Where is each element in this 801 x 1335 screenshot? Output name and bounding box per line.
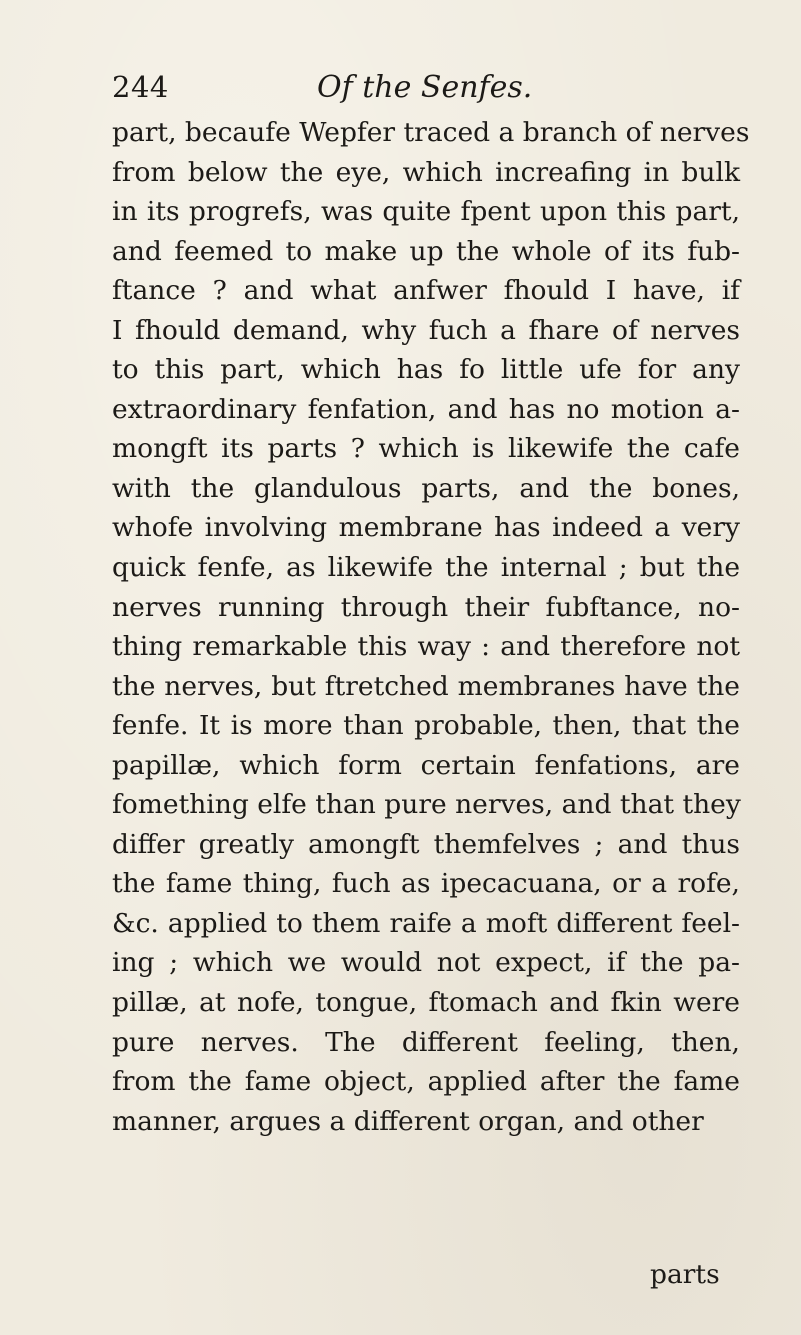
text-line: ftance ? and what anfwer fhould I have, if	[112, 275, 740, 307]
text-line: &c. applied to them raife a moft different feel-	[112, 907, 740, 939]
text-line: to this part, which has fo little ufe for any	[112, 354, 740, 386]
running-head	[112, 70, 732, 110]
text-line: manner, argues a different organ, and other	[112, 1105, 704, 1137]
text-line: with the glandulous parts, and the bones,	[112, 472, 740, 504]
catchword: parts	[650, 1259, 720, 1290]
running-title: Of the Senfes.	[317, 70, 533, 105]
text-line: quick fenfe, as likewife the internal ; but the	[112, 552, 740, 584]
text-line: ing ; which we would not expect, if the pa-	[112, 947, 740, 979]
text-line: from below the eye, which increafing in bulk	[112, 156, 740, 188]
text-line: and feemed to make up the whole of its fub-	[112, 235, 740, 267]
text-line: I fhould demand, why fuch a fhare of nerves	[112, 314, 740, 346]
text-line: the nerves, but ftretched membranes have the	[112, 670, 740, 702]
text-line: papillæ, which form certain fenfations, are	[112, 749, 740, 781]
text-line: the fame thing, fuch as ipecacuana, or a rofe,	[112, 868, 740, 900]
page-number: 244	[112, 70, 169, 104]
text-line: differ greatly amongft themfelves ; and thus	[112, 828, 740, 860]
text-line: pillæ, at nofe, tongue, ftomach and fkin were	[112, 987, 740, 1019]
text-line: fomething elfe than pure nerves, and that they	[112, 789, 741, 821]
text-line: in its progrefs, was quite fpent upon this part,	[112, 196, 740, 228]
text-line: fenfe. It is more than probable, then, that the	[112, 710, 740, 742]
body-text	[112, 113, 750, 1141]
text-line: from the fame object, applied after the fame	[112, 1066, 740, 1098]
text-line: part, becaufe Wepfer traced a branch of nerves	[112, 117, 750, 148]
text-line: whofe involving membrane has indeed a very	[112, 512, 740, 544]
text-line: nerves running through their fubftance, no-	[112, 591, 740, 623]
text-line: mongft its parts ? which is likewife the cafe	[112, 433, 740, 465]
text-line: thing remarkable this way : and therefore not	[112, 631, 740, 663]
text-line: extraordinary fenfation, and has no motion a-	[112, 393, 740, 425]
text-line: pure nerves. The different feeling, then,	[112, 1026, 740, 1058]
